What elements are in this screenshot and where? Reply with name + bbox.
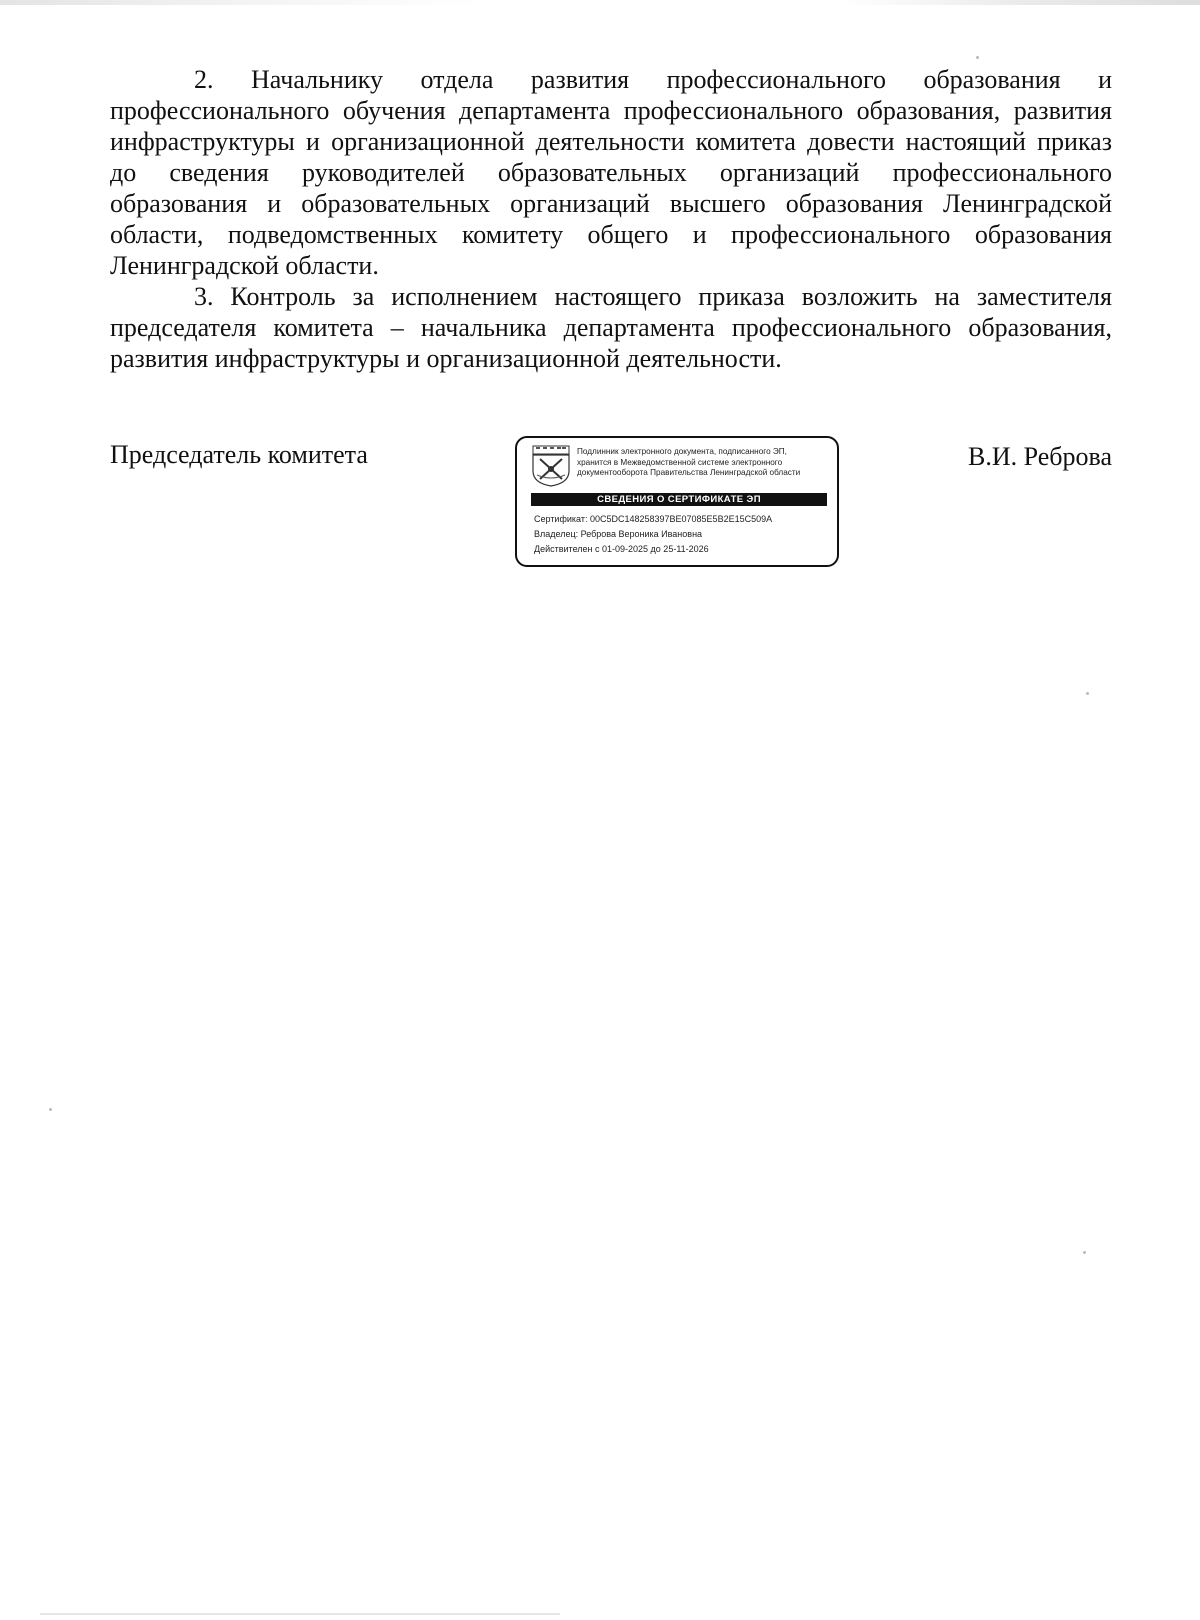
stamp-header-line: хранится в Межведомственной системе электронного bbox=[577, 457, 783, 467]
stamp-header bbox=[577, 447, 835, 479]
stamp-details bbox=[534, 512, 834, 557]
signatory-title: Председатель комитета bbox=[110, 440, 368, 469]
signature-block bbox=[110, 430, 1112, 570]
stamp-title-bar: СВЕДЕНИЯ О СЕРТИФИКАТЕ ЭП bbox=[531, 493, 827, 506]
certificate-validity: Действителен с 01-09-2025 до 25-11-2026 bbox=[534, 544, 709, 554]
paragraph-2: 2. Начальнику отдела развития профессионального образования и профессионального обучения департамента профессионального образования, развития инфраструктуры и организационной деятельности комитета довести настоящий приказ до сведения руководителей образовательных организаций профессионального образования и образовательных организаций высшего образования Ленинградской области, подведомственных комитету общего и профессионального образования Ленинградской области. bbox=[110, 65, 1112, 280]
signatory-name: В.И. Реброва bbox=[968, 442, 1112, 471]
scan-edge-bottom bbox=[40, 1613, 560, 1615]
paragraph-3: 3. Контроль за исполнением настоящего приказа возложить на заместителя председателя комитета – начальника департамента профессионального образования, развития инфраструктуры и организационной деятельности. bbox=[110, 282, 1112, 373]
stamp-header-line: Подлинник электронного документа, подписанного ЭП, bbox=[577, 447, 787, 456]
electronic-signature-stamp bbox=[515, 436, 839, 567]
stamp-header-line: документооборота Правительства Ленинградской области bbox=[577, 468, 801, 477]
scan-speck bbox=[1083, 1251, 1086, 1254]
scan-edge-top bbox=[0, 0, 1200, 5]
certificate-number: Сертификат: 00C5DC148258397BE07085E5B2E15C509A bbox=[534, 514, 773, 524]
certificate-owner: Владелец: Реброва Вероника Ивановна bbox=[534, 529, 703, 539]
scan-speck bbox=[49, 1108, 52, 1111]
document-body bbox=[110, 64, 1112, 374]
scan-speck bbox=[1086, 692, 1089, 695]
leningrad-oblast-coat-of-arms-icon bbox=[531, 445, 571, 487]
scan-speck bbox=[976, 56, 979, 59]
